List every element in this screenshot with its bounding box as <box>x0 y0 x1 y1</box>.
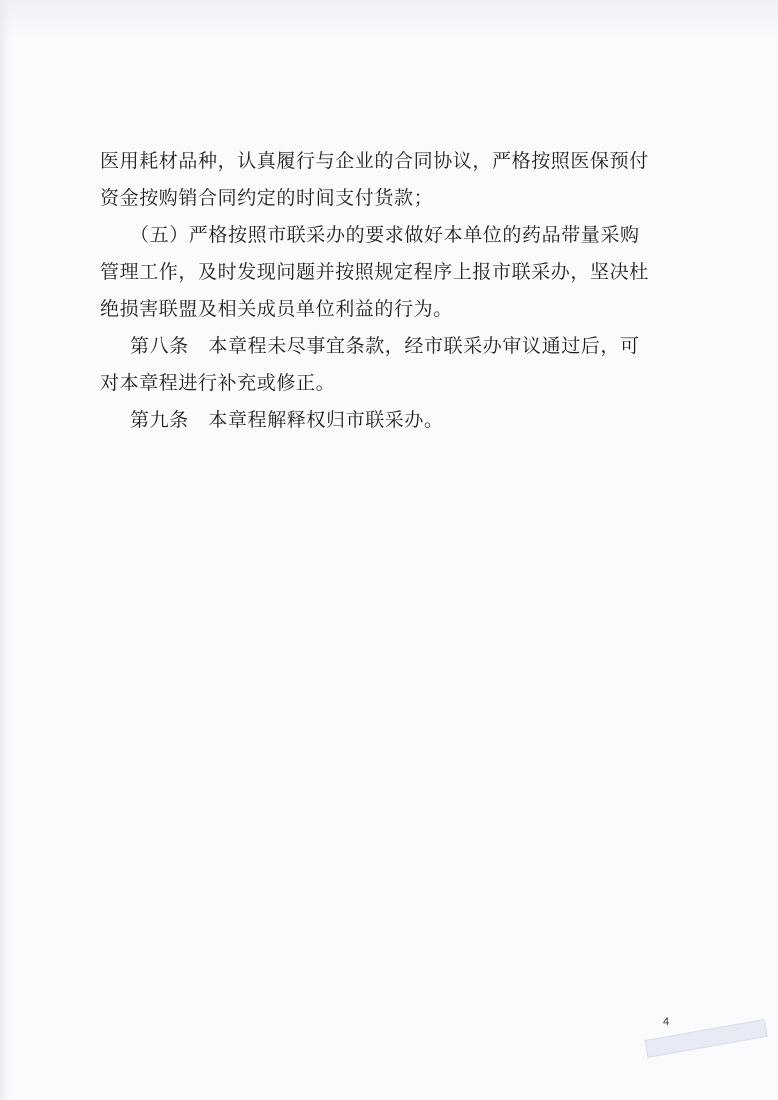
scan-edge <box>0 0 10 1100</box>
text-line: （五）严格按照市联采办的要求做好本单位的药品带量采购 <box>130 224 640 246</box>
text-line: 资金按购销合同约定的时间支付货款； <box>100 187 434 209</box>
text-line: 医用耗材品种，认真履行与企业的合同协议，严格按照医保预付 <box>100 150 649 172</box>
text-line: 对本章程进行补充或修正。 <box>100 372 336 394</box>
text-line: 绝损害联盟及相关成员单位利益的行为。 <box>100 298 453 320</box>
scan-shadow <box>0 0 778 40</box>
document-body <box>100 143 690 439</box>
page-number: 4 <box>663 1016 670 1028</box>
article-9-line: 第九条 本章程解释权归市联采办。 <box>130 409 444 431</box>
article-8-line: 第八条 本章程未尽事宜条款，经市联采办审议通过后，可 <box>130 335 640 357</box>
text-line: 管理工作，及时发现问题并按照规定程序上报市联采办，坚决杜 <box>100 261 649 283</box>
